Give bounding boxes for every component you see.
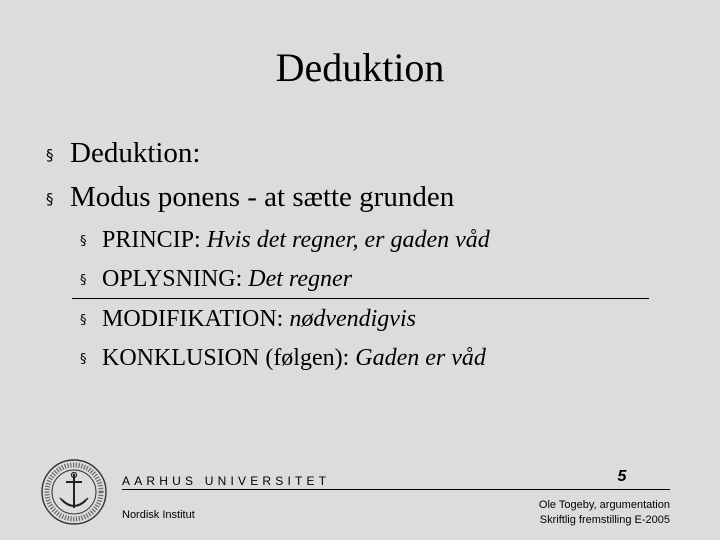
author-line: Ole Togeby, argumentation <box>538 499 670 511</box>
sub-bullet-label: PRINCIP: <box>102 227 207 253</box>
sub-bullet-value: nødvendigvis <box>289 306 416 332</box>
bullet-marker: § <box>80 273 87 288</box>
sub-bullet-label: OPLYSNING: <box>102 266 249 292</box>
course-line: Skriftlig fremstilling E-2005 <box>539 514 670 526</box>
sub-bullet-value: Hvis det regner, er gaden våd <box>206 227 490 253</box>
sub-bullet-princip <box>80 225 490 257</box>
sub-bullet-label: KONKLUSION (følgen): <box>102 345 356 371</box>
bullet-marker: § <box>46 190 54 208</box>
sub-bullet-value: Gaden er våd <box>355 345 486 371</box>
bullet-text: Modus ponens - at sætte grunden <box>70 181 455 213</box>
sub-bullet-modifikation <box>80 304 416 336</box>
sub-bullet-label: MODIFIKATION: <box>102 306 290 332</box>
university-name: AARHUS UNIVERSITET <box>122 474 331 488</box>
sub-bullet-value: Det regner <box>248 266 353 292</box>
conclusion-divider <box>72 298 649 299</box>
bullet-marker: § <box>80 313 87 328</box>
bullet-marker: § <box>46 146 54 164</box>
bullet-item-deduktion <box>46 135 201 173</box>
department-name: Nordisk Institut <box>122 509 195 521</box>
bullet-marker: § <box>80 234 87 249</box>
author-info <box>539 498 670 528</box>
bullet-marker: § <box>80 352 87 367</box>
sub-bullet-oplysning <box>80 264 352 296</box>
bullet-text: Deduktion: <box>70 137 201 169</box>
sub-bullet-konklusion <box>80 343 486 375</box>
footer-divider <box>122 489 670 490</box>
page-number: 5 <box>617 468 627 485</box>
university-seal-icon <box>40 458 108 526</box>
slide-title: Deduktion <box>275 45 445 90</box>
bullet-item-modus-ponens <box>46 179 454 217</box>
